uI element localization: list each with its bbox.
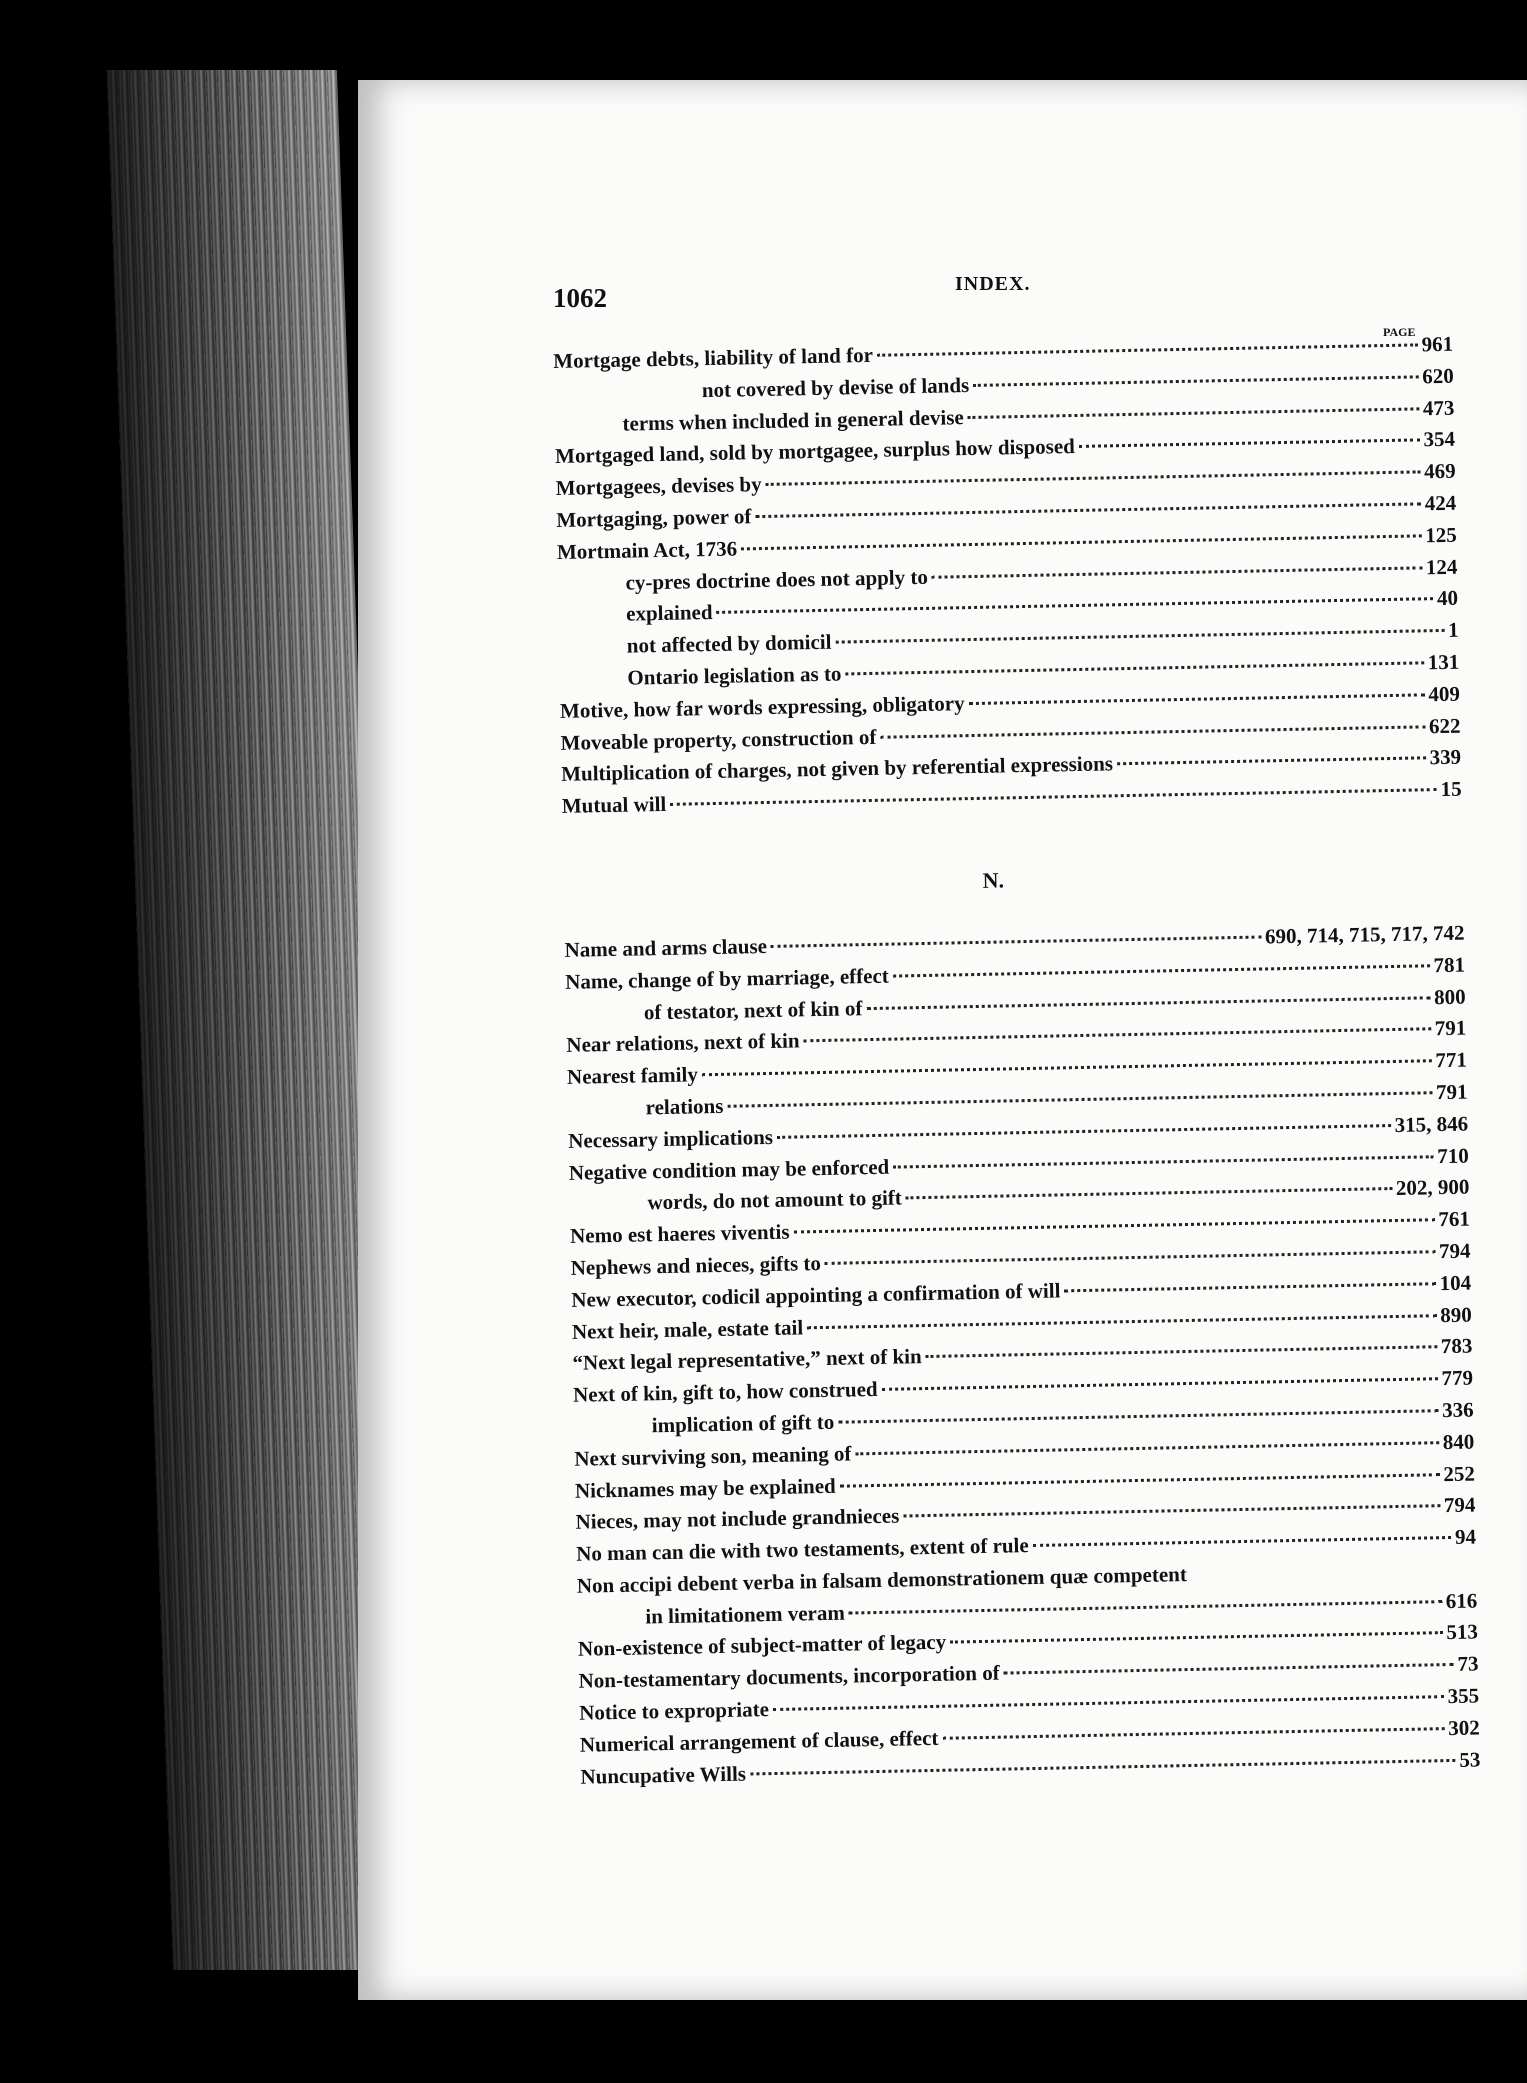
dot-leader — [882, 1377, 1438, 1391]
entry-term: Mortmain Act, 1736 — [556, 536, 738, 564]
entry-page-numbers: 40 — [1436, 586, 1459, 611]
entry-page-numbers: 315, 846 — [1394, 1111, 1469, 1137]
dot-leader — [716, 598, 1433, 615]
entry-term: Near relations, next of kin — [566, 1028, 800, 1058]
dot-leader — [838, 1409, 1438, 1424]
entry-term: cy-pres doctrine does not apply to — [625, 564, 929, 595]
entry-page-numbers: 710 — [1436, 1143, 1469, 1168]
dot-leader — [903, 1504, 1440, 1517]
entry-page-numbers: 779 — [1441, 1365, 1474, 1391]
entry-page-numbers: 781 — [1433, 952, 1466, 977]
dot-leader — [755, 502, 1420, 518]
entry-term: implication of gift to — [651, 1409, 835, 1438]
dot-leader — [777, 1124, 1391, 1139]
entry-page-numbers: 339 — [1429, 745, 1462, 770]
dot-leader — [855, 1441, 1438, 1455]
entry-term: not affected by domicil — [626, 629, 832, 658]
entry-page-numbers: 890 — [1440, 1302, 1472, 1327]
dot-leader — [926, 1346, 1437, 1359]
entry-term: Mortgaging, power of — [556, 504, 752, 532]
entry-term: Next surviving son, meaning of — [574, 1441, 852, 1471]
dot-leader — [1033, 1536, 1451, 1547]
dot-leader — [849, 1600, 1442, 1614]
dot-leader — [1064, 1282, 1435, 1292]
entry-page-numbers: 202, 900 — [1395, 1174, 1470, 1201]
entry-page-numbers: 791 — [1434, 1015, 1467, 1041]
entry-page-numbers: 336 — [1441, 1397, 1474, 1423]
page-column-heading: PAGE — [1383, 325, 1416, 339]
entry-page-numbers: 409 — [1428, 681, 1461, 707]
entry-page-numbers: 783 — [1440, 1333, 1473, 1359]
page-number: 1062 — [553, 283, 607, 313]
dot-leader — [893, 964, 1430, 977]
dot-leader — [893, 1155, 1433, 1168]
dot-leader — [840, 1473, 1440, 1488]
entry-page-numbers: 469 — [1423, 458, 1456, 484]
index-entries — [553, 329, 1481, 1793]
entry-term: Name, change of by marriage, effect — [564, 963, 890, 994]
entry-page-numbers: 15 — [1440, 776, 1462, 802]
entry-page-numbers: 53 — [1459, 1747, 1481, 1772]
entry-term: Negative condition may be enforced — [568, 1154, 890, 1185]
entry-page-numbers: 424 — [1424, 490, 1457, 516]
entry-term: relations — [645, 1093, 724, 1120]
entry-page-numbers: 125 — [1425, 522, 1458, 548]
dot-leader — [1079, 439, 1420, 449]
dot-leader — [804, 1028, 1431, 1043]
entry-page-numbers: 794 — [1438, 1238, 1471, 1264]
entry-term: Motive, how far words expressing, obligatory — [559, 690, 965, 723]
dot-leader — [877, 343, 1418, 356]
entry-term: Mutual will — [561, 792, 667, 819]
entry-page-numbers: 690, 714, 715, 717, 742 — [1264, 920, 1465, 949]
dot-leader — [1004, 1663, 1454, 1675]
entry-term: explained — [625, 600, 713, 627]
entry-page-numbers: 961 — [1421, 331, 1454, 357]
dot-leader — [670, 788, 1436, 806]
entry-page-numbers: 616 — [1445, 1588, 1478, 1613]
entry-term: New executor, codicil appointing a confirmation of will — [571, 1278, 1061, 1312]
entry-page-numbers: 620 — [1422, 363, 1454, 389]
entry-page-numbers: 800 — [1433, 984, 1466, 1009]
entry-term: Nicknames may be explained — [574, 1473, 836, 1503]
entry-page-numbers: 840 — [1442, 1429, 1475, 1454]
entry-term: Mortgaged land, sold by mortgagee, surplus how disposed — [554, 434, 1076, 469]
entry-page-numbers: 791 — [1435, 1079, 1468, 1105]
entry-term: Numerical arrangement of clause, effect — [579, 1725, 939, 1757]
entry-term: of testator, next of kin of — [643, 995, 863, 1024]
entry-term: Nemo est haeres viventis — [569, 1219, 790, 1248]
dot-leader — [794, 1218, 1435, 1233]
entry-page-numbers: 771 — [1435, 1047, 1468, 1073]
dot-leader — [880, 725, 1425, 738]
entry-term: Mortgagees, devises by — [555, 472, 762, 501]
dot-leader — [771, 935, 1261, 947]
entry-term: Notice to expropriate — [579, 1697, 770, 1725]
entry-term: Necessary implications — [568, 1124, 774, 1153]
running-head-title: INDEX. — [955, 273, 1031, 295]
entry-term: Nuncupative Wills — [580, 1761, 747, 1789]
entry-term: not covered by devise of lands — [701, 372, 970, 402]
entry-page-numbers: 622 — [1428, 713, 1461, 738]
entry-page-numbers: 355 — [1447, 1683, 1480, 1709]
entry-page-numbers: 73 — [1457, 1651, 1479, 1677]
entry-page-numbers: 131 — [1427, 649, 1460, 675]
dot-leader — [773, 1695, 1444, 1711]
dot-leader — [766, 471, 1421, 487]
entry-term: Nephews and nieces, gifts to — [570, 1250, 822, 1280]
entry-page-numbers: 302 — [1447, 1715, 1480, 1740]
dot-leader — [950, 1632, 1442, 1644]
entry-term: Multiplication of charges, not given by referential expressions — [560, 751, 1114, 787]
dot-leader — [807, 1314, 1436, 1329]
dot-leader — [942, 1727, 1444, 1740]
dot-leader — [727, 1091, 1432, 1108]
dot-leader — [932, 566, 1422, 578]
entry-page-numbers: 794 — [1443, 1492, 1476, 1518]
entry-term: Mortgage debts, liability of land for — [553, 342, 874, 373]
dot-leader — [906, 1187, 1392, 1199]
entry-term: Non-existence of subject-matter of legacy — [577, 1630, 947, 1662]
entry-term: in limitationem veram — [645, 1600, 846, 1629]
dot-leader — [741, 534, 1421, 550]
entry-page-numbers: 473 — [1422, 395, 1455, 420]
dot-leader — [968, 407, 1419, 419]
dot-leader — [866, 996, 1430, 1010]
section-letter-heading: N. — [982, 867, 1005, 893]
entry-term: Non accipi debent verba in falsam demonstrationem quæ competent — [576, 1561, 1188, 1598]
dot-leader — [702, 1059, 1432, 1076]
entry-term: Ontario legislation as to — [627, 661, 842, 690]
entry-term: terms when included in general devise — [622, 404, 964, 436]
dot-leader — [969, 693, 1425, 705]
dot-leader — [835, 629, 1444, 644]
dot-leader — [1117, 757, 1426, 766]
entry-term: Next of kin, gift to, how construed — [572, 1377, 878, 1407]
entry-page-numbers: 124 — [1425, 554, 1458, 579]
entry-term: Non-testamentary documents, incorporation of — [578, 1660, 1000, 1694]
entry-page-numbers: 104 — [1439, 1270, 1472, 1295]
entry-page-numbers: 1 — [1447, 617, 1459, 643]
entry-term: Nieces, may not include grandnieces — [575, 1503, 900, 1535]
entry-page-numbers: 94 — [1454, 1524, 1477, 1549]
entry-page-numbers: 252 — [1443, 1461, 1476, 1486]
entry-page-numbers: 513 — [1446, 1619, 1479, 1645]
entry-term: No man can die with two testaments, extent of rule — [575, 1533, 1029, 1566]
dot-leader — [973, 375, 1418, 387]
dot-leader — [825, 1250, 1435, 1265]
dot-leader — [845, 661, 1423, 675]
entry-term: words, do not amount to gift — [647, 1185, 903, 1215]
entry-term: Moveable property, construction of — [560, 724, 877, 755]
entry-term: Next heir, male, estate tail — [571, 1314, 804, 1344]
entry-page-numbers: 354 — [1423, 427, 1456, 452]
dot-leader — [750, 1759, 1455, 1776]
entry-term: “Next legal representative,” next of kin — [572, 1344, 922, 1376]
entry-term: Nearest family — [566, 1062, 699, 1090]
entry-page-numbers: 761 — [1438, 1206, 1471, 1232]
entry-term: Name and arms clause — [564, 933, 768, 962]
